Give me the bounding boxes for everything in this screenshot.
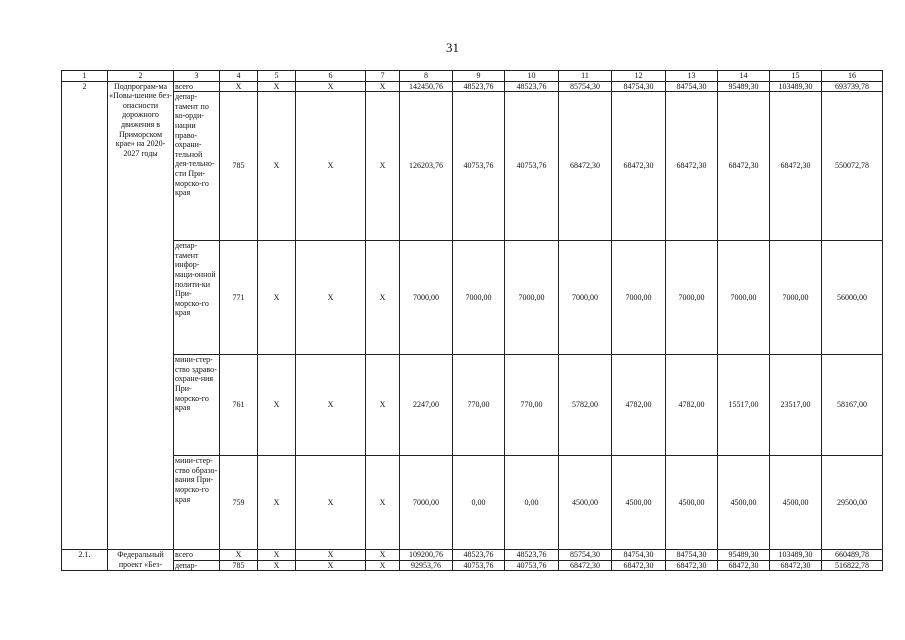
amount-cell: 660489,78: [822, 550, 883, 561]
code-cell: X: [366, 241, 400, 355]
column-header: 4: [220, 71, 258, 82]
amount-cell: 103489,30: [770, 550, 822, 561]
page-number: 31: [446, 40, 459, 55]
amount-cell: 68472,30: [770, 560, 822, 571]
amount-cell: 142450,76: [400, 81, 453, 92]
amount-cell: 84754,30: [666, 81, 718, 92]
code-cell: X: [258, 355, 296, 456]
code-cell: 785: [220, 92, 258, 241]
column-header: 6: [296, 71, 366, 82]
amount-cell: 15517,00: [718, 355, 770, 456]
amount-cell: 4782,00: [666, 355, 718, 456]
amount-cell: 4500,00: [559, 456, 612, 550]
amount-cell: 109200,76: [400, 550, 453, 561]
code-cell: 761: [220, 355, 258, 456]
amount-cell: 48523,76: [453, 81, 505, 92]
amount-cell: 92953,76: [400, 560, 453, 571]
amount-cell: 7000,00: [666, 241, 718, 355]
amount-cell: 58167,00: [822, 355, 883, 456]
amount-cell: 56000,00: [822, 241, 883, 355]
amount-cell: 0,00: [453, 456, 505, 550]
executor-cell: всего: [174, 81, 220, 92]
amount-cell: 68472,30: [718, 560, 770, 571]
amount-cell: 5782,00: [559, 355, 612, 456]
amount-cell: 40753,76: [505, 560, 559, 571]
amount-cell: 68472,30: [612, 560, 666, 571]
budget-table: [61, 70, 883, 571]
column-header: 9: [453, 71, 505, 82]
code-cell: X: [258, 560, 296, 571]
executor-cell: депар-тамент по ко-орди-нации право-охрани-тельной дея-тельно-сти При-морско-го края: [174, 92, 220, 241]
code-cell: X: [258, 456, 296, 550]
executor-cell: мини-стер-ство образо-вания При-морско-го края: [174, 456, 220, 550]
code-cell: X: [296, 355, 366, 456]
amount-cell: 7000,00: [612, 241, 666, 355]
amount-cell: 516822,78: [822, 560, 883, 571]
amount-cell: 7000,00: [718, 241, 770, 355]
executor-cell: депар-: [174, 560, 220, 571]
amount-cell: 85754,30: [559, 81, 612, 92]
column-header: 16: [822, 71, 883, 82]
code-cell: X: [258, 550, 296, 561]
amount-cell: 4500,00: [718, 456, 770, 550]
amount-cell: 770,00: [505, 355, 559, 456]
amount-cell: 68472,30: [612, 92, 666, 241]
column-header: 2: [108, 71, 174, 82]
amount-cell: 48523,76: [505, 81, 559, 92]
code-cell: 785: [220, 560, 258, 571]
code-cell: X: [366, 550, 400, 561]
amount-cell: 40753,76: [505, 92, 559, 241]
column-header: 15: [770, 71, 822, 82]
amount-cell: 7000,00: [400, 456, 453, 550]
amount-cell: 7000,00: [400, 241, 453, 355]
amount-cell: 2247,00: [400, 355, 453, 456]
amount-cell: 4500,00: [770, 456, 822, 550]
column-header: 3: [174, 71, 220, 82]
code-cell: X: [366, 81, 400, 92]
amount-cell: 693739,78: [822, 81, 883, 92]
code-cell: X: [296, 81, 366, 92]
table-row: [62, 92, 883, 241]
code-cell: X: [258, 241, 296, 355]
column-header: 14: [718, 71, 770, 82]
table-row: [62, 81, 883, 92]
code-cell: 771: [220, 241, 258, 355]
amount-cell: 48523,76: [505, 550, 559, 561]
amount-cell: 7000,00: [453, 241, 505, 355]
code-cell: X: [296, 560, 366, 571]
code-cell: X: [366, 560, 400, 571]
amount-cell: 68472,30: [718, 92, 770, 241]
code-cell: X: [220, 550, 258, 561]
executor-cell: мини-стер-ство здраво-охране-ния При-морско-го края: [174, 355, 220, 456]
amount-cell: 126203,76: [400, 92, 453, 241]
amount-cell: 84754,30: [612, 81, 666, 92]
table-row: [62, 241, 883, 355]
column-header: 13: [666, 71, 718, 82]
column-header: 1: [62, 71, 108, 82]
code-cell: X: [258, 81, 296, 92]
code-cell: X: [220, 81, 258, 92]
amount-cell: 0,00: [505, 456, 559, 550]
amount-cell: 84754,30: [612, 550, 666, 561]
row-number: 2.1.: [62, 550, 108, 571]
column-header: 11: [559, 71, 612, 82]
column-header: 12: [612, 71, 666, 82]
amount-cell: 7000,00: [505, 241, 559, 355]
amount-cell: 68472,30: [559, 92, 612, 241]
program-name: Федеральный проект «Без-: [108, 550, 174, 571]
amount-cell: 29500,00: [822, 456, 883, 550]
table-row: [62, 550, 883, 561]
code-cell: X: [296, 550, 366, 561]
amount-cell: 7000,00: [559, 241, 612, 355]
column-header: 7: [366, 71, 400, 82]
amount-cell: 103489,30: [770, 81, 822, 92]
table-row: [62, 560, 883, 571]
table-row: [62, 355, 883, 456]
table-row: [62, 456, 883, 550]
executor-cell: всего: [174, 550, 220, 561]
amount-cell: 23517,00: [770, 355, 822, 456]
amount-cell: 550072,78: [822, 92, 883, 241]
amount-cell: 68472,30: [666, 92, 718, 241]
amount-cell: 7000,00: [770, 241, 822, 355]
amount-cell: 4500,00: [666, 456, 718, 550]
amount-cell: 95489,30: [718, 81, 770, 92]
program-name: Подпрограм-ма «Повы-шение без-опасности дорожного движения в Приморском крае» на 2020-2027 годы: [108, 81, 174, 550]
code-cell: X: [296, 456, 366, 550]
code-cell: X: [366, 456, 400, 550]
amount-cell: 40753,76: [453, 92, 505, 241]
code-cell: X: [366, 92, 400, 241]
amount-cell: 48523,76: [453, 550, 505, 561]
amount-cell: 95489,30: [718, 550, 770, 561]
header-row: [62, 71, 883, 82]
code-cell: X: [296, 92, 366, 241]
amount-cell: 770,00: [453, 355, 505, 456]
column-header: 8: [400, 71, 453, 82]
code-cell: 759: [220, 456, 258, 550]
code-cell: X: [296, 241, 366, 355]
column-header: 5: [258, 71, 296, 82]
amount-cell: 84754,30: [666, 550, 718, 561]
amount-cell: 4782,00: [612, 355, 666, 456]
amount-cell: 68472,30: [770, 92, 822, 241]
amount-cell: 68472,30: [666, 560, 718, 571]
code-cell: X: [366, 355, 400, 456]
amount-cell: 85754,30: [559, 550, 612, 561]
code-cell: X: [258, 92, 296, 241]
row-number: 2: [62, 81, 108, 550]
amount-cell: 40753,76: [453, 560, 505, 571]
amount-cell: 68472,30: [559, 560, 612, 571]
amount-cell: 4500,00: [612, 456, 666, 550]
column-header: 10: [505, 71, 559, 82]
executor-cell: депар-тамент инфор-маци-онной полити-ки При-морско-го края: [174, 241, 220, 355]
